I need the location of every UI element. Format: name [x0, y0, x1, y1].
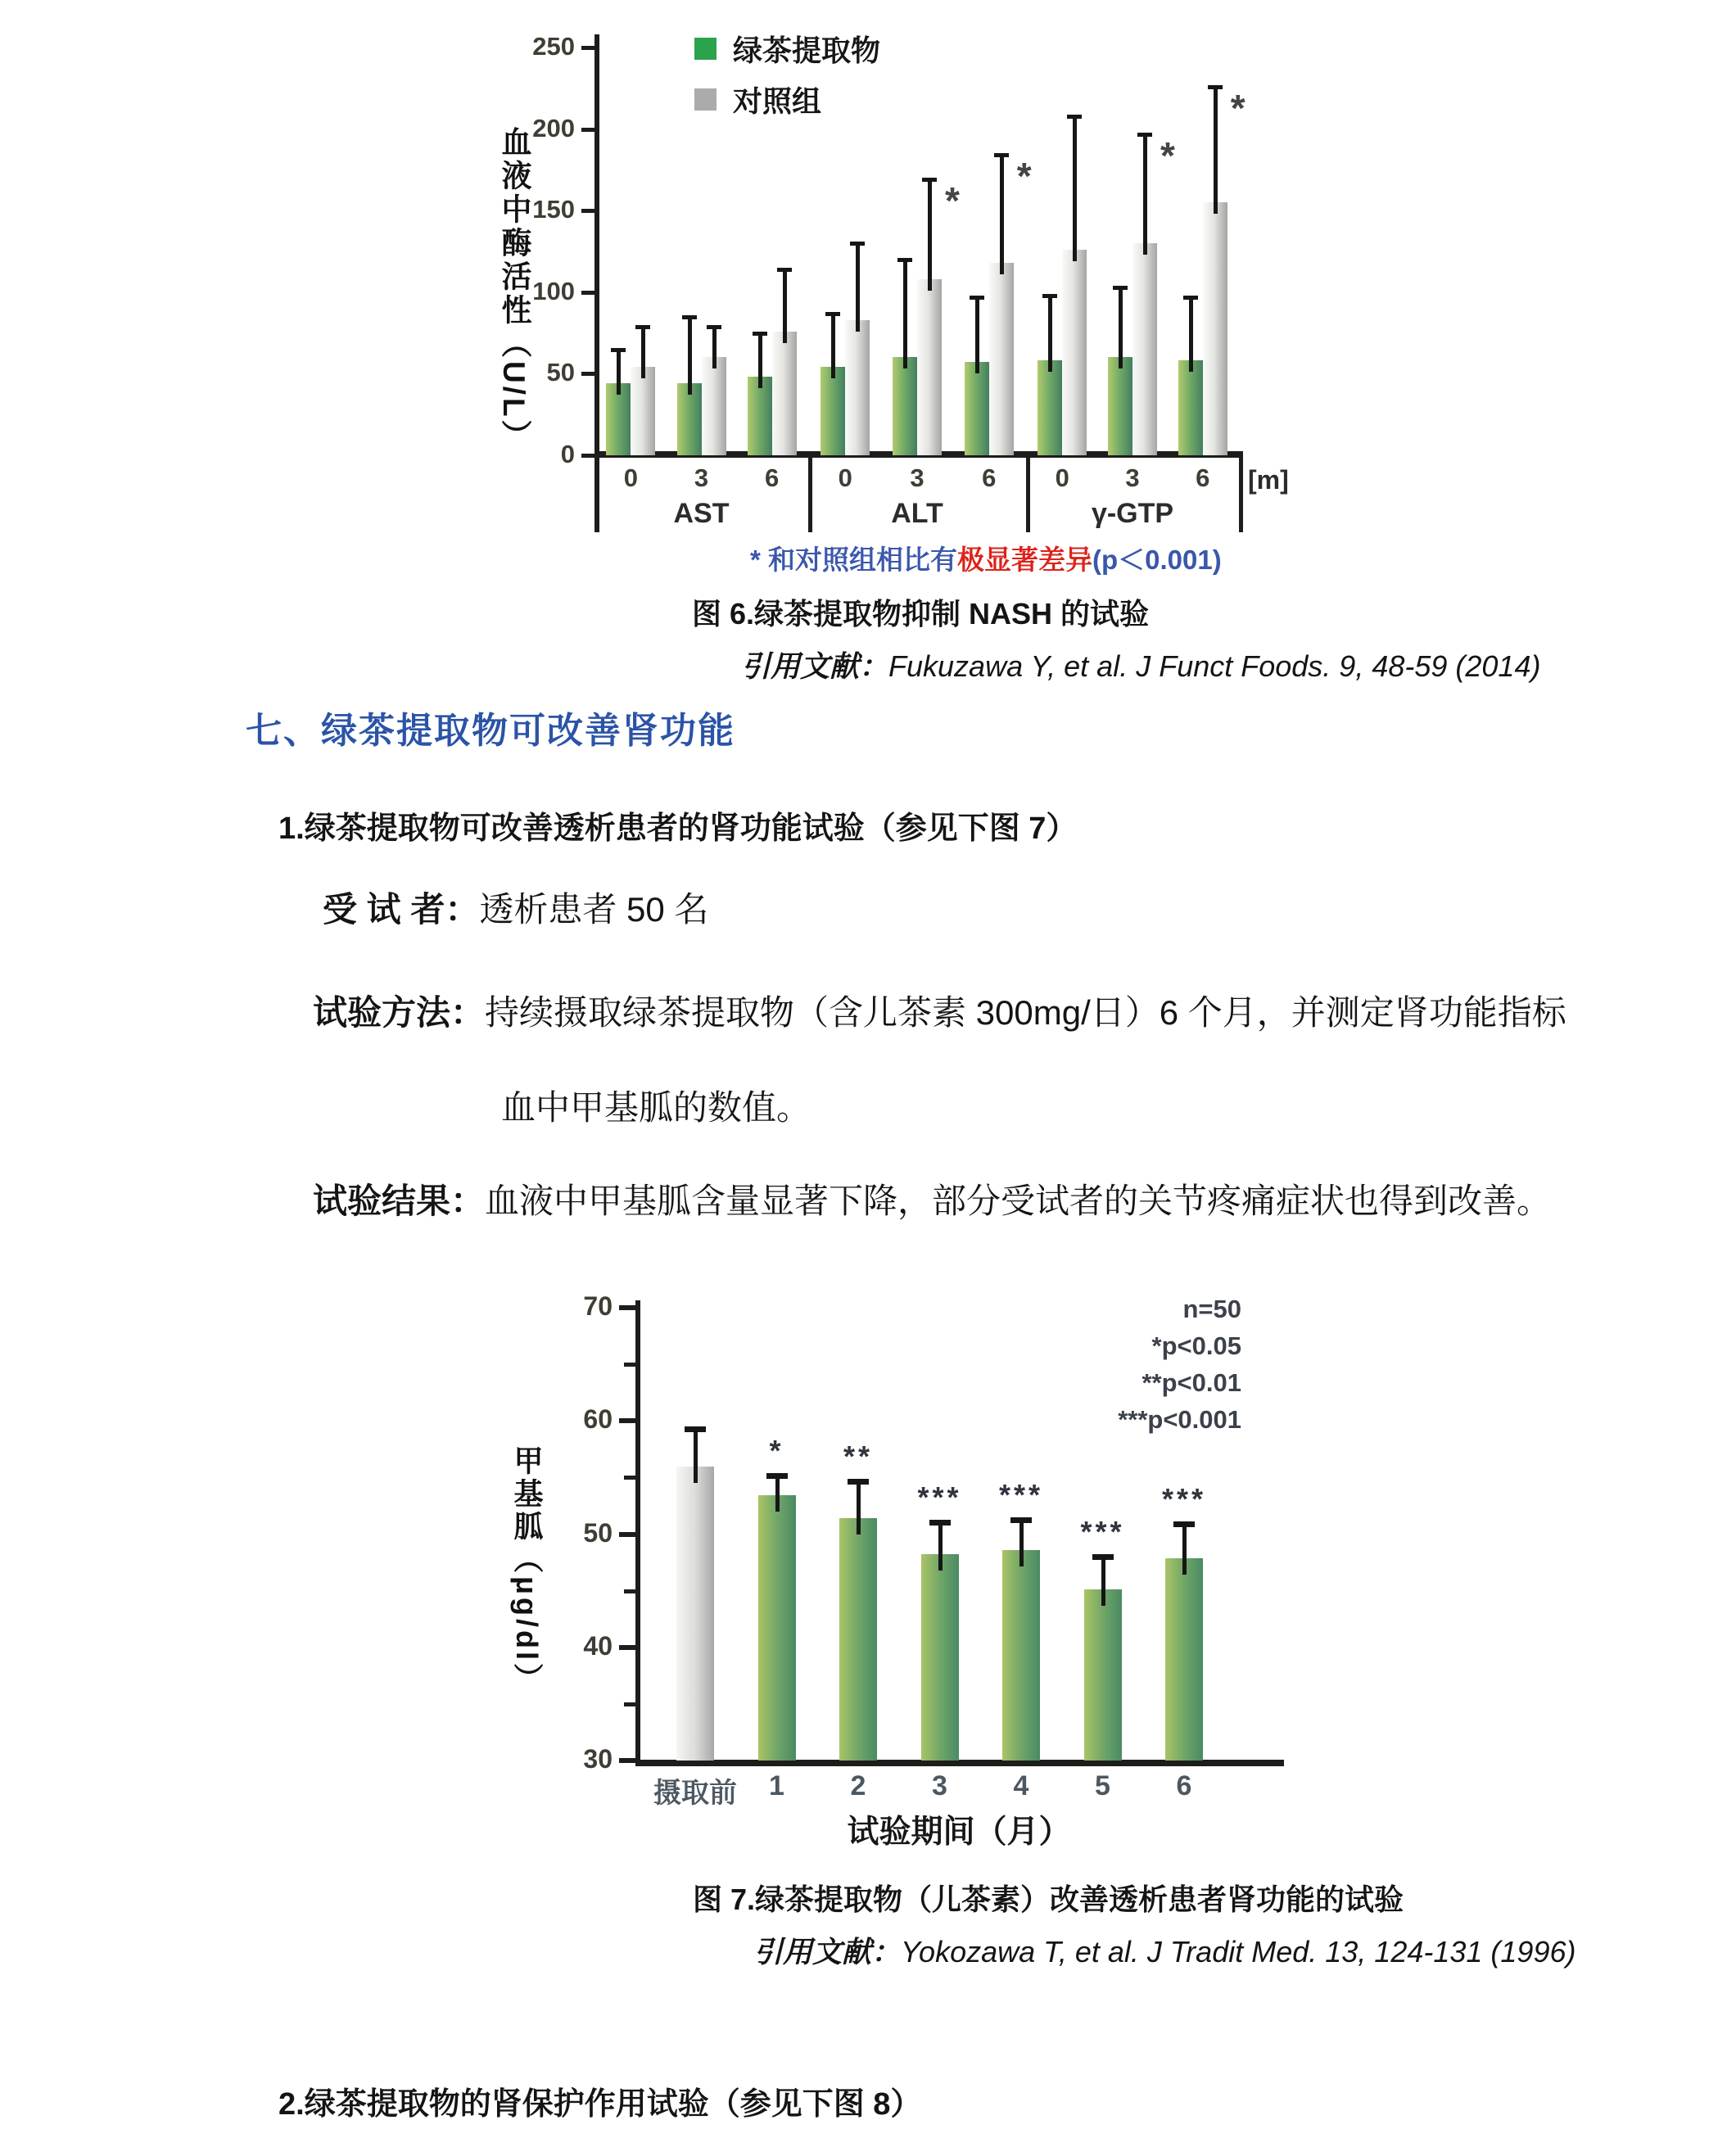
study2-title: 2.绿茶提取物的肾保护作用试验（参见下图 8）: [278, 2087, 922, 2122]
error-bar: [857, 1479, 861, 1535]
error-bar: [975, 296, 979, 374]
y-tick-label: 0: [560, 440, 575, 468]
error-bar: [712, 325, 717, 369]
gray-bar: [989, 263, 1014, 455]
significance-star: *: [1160, 133, 1175, 177]
error-bar: [928, 178, 932, 291]
figure6-caption: 图 6.绿茶提取物抑制 NASH 的试验: [692, 597, 1150, 631]
y-tick-label: 70: [583, 1291, 613, 1321]
study1-method-line2: 血中甲基胍的数值。: [501, 1088, 811, 1127]
error-bar: [641, 325, 645, 379]
x-tick-label: 3: [694, 463, 709, 492]
figure7-x-axis-title: 试验期间（月）: [847, 1815, 1071, 1850]
group-label: γ-GTP: [1091, 498, 1174, 529]
gray-bar: [917, 279, 942, 455]
error-bar: [617, 348, 621, 396]
significance-key-line: ***p<0.001: [1118, 1405, 1241, 1434]
significance-star: *: [1016, 155, 1032, 198]
x-category-label: 5: [1095, 1770, 1110, 1801]
y-tick: [619, 1645, 635, 1650]
x-tick-label: 6: [982, 463, 997, 492]
x-category-label: 1: [769, 1770, 784, 1801]
y-tick-label: 40: [583, 1630, 613, 1661]
green-bar: [1108, 357, 1132, 455]
error-bar-cap: [685, 1426, 706, 1432]
significance-stars: ***: [1080, 1515, 1125, 1549]
gray-bar: [1062, 250, 1087, 455]
figure6-citation: [741, 644, 1540, 685]
gray-bar: [631, 367, 655, 455]
gray-bar: [1132, 243, 1157, 455]
significance-key-line: *p<0.05: [1151, 1331, 1241, 1360]
error-bar-cap: [753, 332, 767, 336]
x-tick-label: 0: [623, 463, 638, 492]
error-bar: [938, 1520, 943, 1571]
error-bar: [1182, 1521, 1187, 1574]
y-tick: [581, 46, 594, 50]
figure7-y-axis-label: 甲基胍（μg/dl）: [510, 1445, 544, 1697]
error-bar-cap: [897, 258, 912, 262]
error-bar-cap: [1113, 286, 1128, 290]
error-bar: [1048, 294, 1052, 373]
figure7-caption: 图 7.绿茶提取物（儿茶素）改善透析患者肾功能的试验: [693, 1883, 1404, 1916]
group-separator: [1239, 455, 1243, 532]
error-bar-cap: [682, 315, 697, 319]
figure6-y-axis-label: 血液中酶活性（U/L）: [497, 126, 531, 454]
green-bar: [1178, 360, 1203, 455]
y-tick-label: 100: [532, 276, 575, 305]
x-category-label: 4: [1013, 1770, 1029, 1801]
significance-stars: *: [769, 1433, 784, 1467]
y-tick: [619, 1532, 635, 1537]
significance-star: *: [945, 179, 960, 223]
baseline-gray-bar: [676, 1467, 714, 1761]
figure6-chart: [459, 16, 1392, 581]
error-bar-cap: [777, 268, 792, 272]
error-bar-cap: [825, 312, 840, 316]
y-tick-label: 150: [532, 195, 575, 224]
method-text-line1: 持续摄取绿茶提取物（含儿茶素 300mg/日）6 个月，并测定肾功能指标: [485, 993, 1566, 1032]
error-bar-cap: [1137, 133, 1152, 137]
citation-text: Fukuzawa Y, et al. J Funct Foods. 9, 48-59 (2014): [888, 649, 1541, 683]
gray-bar: [772, 332, 797, 455]
error-bar: [1101, 1554, 1105, 1606]
x-tick-label: 6: [765, 463, 780, 492]
error-bar: [856, 242, 860, 332]
x-tick-label: 0: [838, 463, 852, 492]
section-heading: 七、绿茶提取物可改善肾功能: [246, 711, 735, 751]
y-tick-label: 250: [532, 32, 575, 61]
x-tick-label: 3: [910, 463, 925, 492]
green-bar: [893, 357, 917, 455]
significance-key-line: **p<0.01: [1142, 1368, 1241, 1397]
month-green-bar: [1002, 1550, 1040, 1761]
y-minor-tick: [624, 1702, 635, 1706]
error-bar: [1000, 153, 1004, 273]
error-bar-cap: [994, 153, 1009, 157]
y-minor-tick: [624, 1363, 635, 1367]
green-bar: [748, 377, 772, 455]
study1-result-line: [313, 1174, 1551, 1223]
error-bar: [1073, 115, 1077, 261]
significance-stars: ***: [998, 1477, 1044, 1512]
green-bar: [1038, 360, 1062, 455]
error-bar-cap: [1173, 1521, 1195, 1527]
green-bar: [821, 367, 845, 455]
month-green-bar: [1165, 1558, 1203, 1761]
green-legend-swatch-icon: [694, 38, 717, 60]
group-label: ALT: [891, 498, 943, 529]
x-tick-label: 0: [1055, 463, 1069, 492]
method-label: 试验方法：: [313, 993, 486, 1032]
error-bar-cap: [611, 348, 626, 352]
gray-bar: [845, 320, 870, 455]
y-minor-tick: [624, 1589, 635, 1593]
citation-text: Yokozawa T, et al. J Tradit Med. 13, 124-131 (1996): [901, 1935, 1576, 1969]
study1-subject-line: [323, 883, 708, 932]
error-bar: [831, 312, 835, 379]
green-bar: [965, 362, 989, 455]
y-tick: [619, 1305, 635, 1310]
figure6-footnote: [750, 539, 1222, 577]
gray-legend-swatch-icon: [694, 88, 717, 111]
legend-label: 绿茶提取物: [733, 34, 881, 67]
citation-label: 引用文献：: [741, 649, 889, 683]
error-bar-cap: [635, 325, 650, 329]
error-bar: [903, 258, 907, 369]
error-bar: [1143, 133, 1147, 255]
study1-title: 1.绿茶提取物可改善透析患者的肾功能试验（参见下图 7）: [278, 811, 1078, 846]
y-tick-label: 30: [583, 1744, 613, 1774]
citation-label: 引用文献：: [753, 1935, 902, 1969]
error-bar-cap: [766, 1473, 788, 1479]
month-green-bar: [1084, 1589, 1122, 1761]
error-bar-cap: [1092, 1554, 1114, 1560]
error-bar: [1019, 1517, 1024, 1566]
legend-label: 对照组: [733, 84, 822, 118]
significance-stars: ***: [1161, 1482, 1207, 1517]
x-category-label: 摄取前: [653, 1778, 737, 1809]
result-text: 血液中甲基胍含量显著下降，部分受试者的关节疼痛症状也得到改善。: [485, 1182, 1552, 1220]
x-category-label: 3: [932, 1770, 947, 1801]
month-green-bar: [921, 1554, 959, 1761]
group-label: AST: [673, 498, 730, 529]
y-tick: [581, 454, 594, 458]
legend-row-gray: [694, 79, 821, 120]
y-tick: [581, 128, 594, 132]
error-bar-cap: [1042, 294, 1057, 298]
error-bar: [688, 315, 692, 396]
error-bar-cap: [1183, 296, 1198, 300]
y-tick: [581, 209, 594, 213]
error-bar: [694, 1426, 698, 1482]
figure7-x-axis: [635, 1760, 1284, 1766]
footnote-pvalue: (p＜0.001): [1092, 545, 1222, 575]
error-bar-cap: [970, 296, 984, 300]
y-tick: [581, 372, 594, 376]
significance-stars: ***: [917, 1480, 962, 1514]
y-tick-label: 200: [532, 113, 575, 142]
error-bar-cap: [1208, 85, 1223, 89]
y-tick-label: 60: [583, 1404, 613, 1435]
month-green-bar: [758, 1495, 796, 1761]
subject-label: 受 试 者：: [323, 890, 480, 929]
y-minor-tick: [624, 1476, 635, 1480]
legend-row-green: [694, 28, 880, 70]
significance-stars: **: [843, 1439, 874, 1473]
month-green-bar: [839, 1518, 877, 1761]
month-unit-label: [m]: [1248, 465, 1289, 495]
footnote-star: *: [750, 545, 761, 575]
error-bar-cap: [1010, 1517, 1032, 1523]
y-tick: [581, 291, 594, 295]
error-bar: [1214, 85, 1218, 214]
error-bar-cap: [848, 1479, 869, 1485]
result-label: 试验结果：: [313, 1182, 486, 1220]
figure7-y-axis: [635, 1300, 640, 1766]
x-category-label: 2: [850, 1770, 866, 1801]
figure7-citation: [753, 1929, 1576, 1971]
subject-value: 透析患者 50 名: [479, 890, 709, 929]
y-tick: [619, 1758, 635, 1763]
gray-bar: [1203, 202, 1227, 455]
significance-star: *: [1230, 86, 1245, 129]
error-bar: [783, 268, 787, 343]
footnote-red-text: 极显著差异: [957, 545, 1093, 575]
error-bar-cap: [707, 325, 721, 329]
y-tick-label: 50: [546, 358, 575, 387]
error-bar: [1119, 286, 1123, 369]
gray-bar: [702, 357, 726, 455]
x-category-label: 6: [1176, 1770, 1192, 1801]
y-tick-label: 50: [583, 1517, 613, 1548]
figure7-chart: [459, 1277, 1392, 1867]
study1-method-line1: [313, 986, 1566, 1035]
error-bar: [1189, 296, 1193, 373]
x-tick-label: 6: [1196, 463, 1210, 492]
error-bar: [775, 1473, 780, 1512]
footnote-blue-text: 和对照组相比有: [760, 545, 958, 575]
error-bar-cap: [929, 1520, 951, 1526]
y-tick: [619, 1418, 635, 1423]
significance-key-line: n=50: [1182, 1295, 1241, 1323]
x-tick-label: 3: [1125, 463, 1140, 492]
error-bar-cap: [922, 178, 937, 182]
error-bar-cap: [1067, 115, 1082, 119]
error-bar: [758, 332, 762, 389]
significance-key: [843, 1291, 1241, 1438]
error-bar-cap: [850, 242, 865, 246]
